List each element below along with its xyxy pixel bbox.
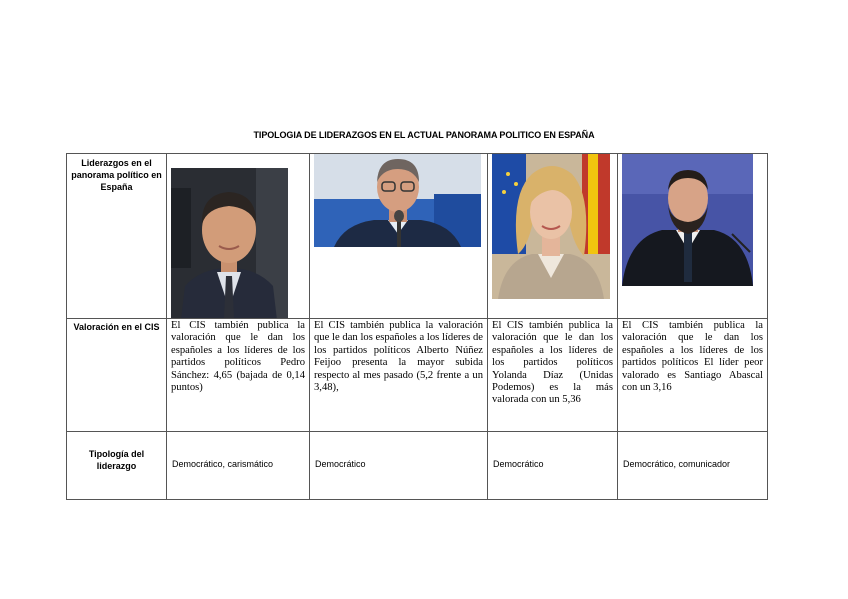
cell-cis-4 [618,319,768,432]
row-header-typology [67,432,167,500]
cell-typology-4 [618,432,768,500]
row-header-leaders [67,154,167,319]
row-header-cis-label: Valoración en el CIS [73,322,160,332]
typology-text-3: Democrático [493,459,544,469]
cell-cis-3 [488,319,618,432]
cell-typology-2 [310,432,488,500]
cell-typology-1 [167,432,310,500]
leadership-table [66,153,768,500]
table-row-photos [67,154,768,319]
cell-photo-2 [310,154,488,319]
cell-typology-3 [488,432,618,500]
cell-photo-1 [167,154,310,319]
row-header-leaders-label: Liderazgos en el panorama político en España [71,158,162,192]
cell-photo-3 [488,154,618,319]
table-row-cis [67,319,768,432]
typology-text-1: Democrático, carismático [172,459,274,469]
portrait-photo-4 [622,154,753,286]
cell-photo-4 [618,154,768,319]
cis-text-1: El CIS también publica la valoración que le dan los españoles a los líderes de los partidos políticos Pedro Sánchez: 4,65 (bajada de 0,14 puntos) [171,320,305,394]
cis-text-3: El CIS también publica la valoración que le dan los españoles a los líderes de los partidos políticos Yolanda Díaz (Unidas Podemos) es la más valorada con un 5,36 [492,320,613,406]
row-header-typology-label: Tipología del liderazgo [88,449,145,471]
portrait-photo-2 [314,154,481,247]
typology-text-4: Democrático, comunicador [623,459,731,469]
portrait-photo-3 [492,154,610,299]
cell-cis-2 [310,319,488,432]
row-header-cis [67,319,167,432]
document-title: TIPOLOGIA DE LIDERAZGOS EN EL ACTUAL PANORAMA POLITICO EN ESPAÑA [253,130,595,140]
cis-text-4: El CIS también publica la valoración que le dan los españoles a los líderes de los partidos políticos El líder peor valorado es Santiago Abascal con un 3,16 [622,320,763,394]
cell-cis-1 [167,319,310,432]
cis-text-2: El CIS también publica la valoración que le dan los españoles a los líderes de los partidos políticos Alberto Núñez Feijoo presenta la mayor subida respecto al mes pasado (5,2 frente a un 3,48), [314,320,483,394]
portrait-photo-1 [171,168,288,319]
table-row-typology [67,432,768,500]
typology-text-2: Democrático [315,459,366,469]
